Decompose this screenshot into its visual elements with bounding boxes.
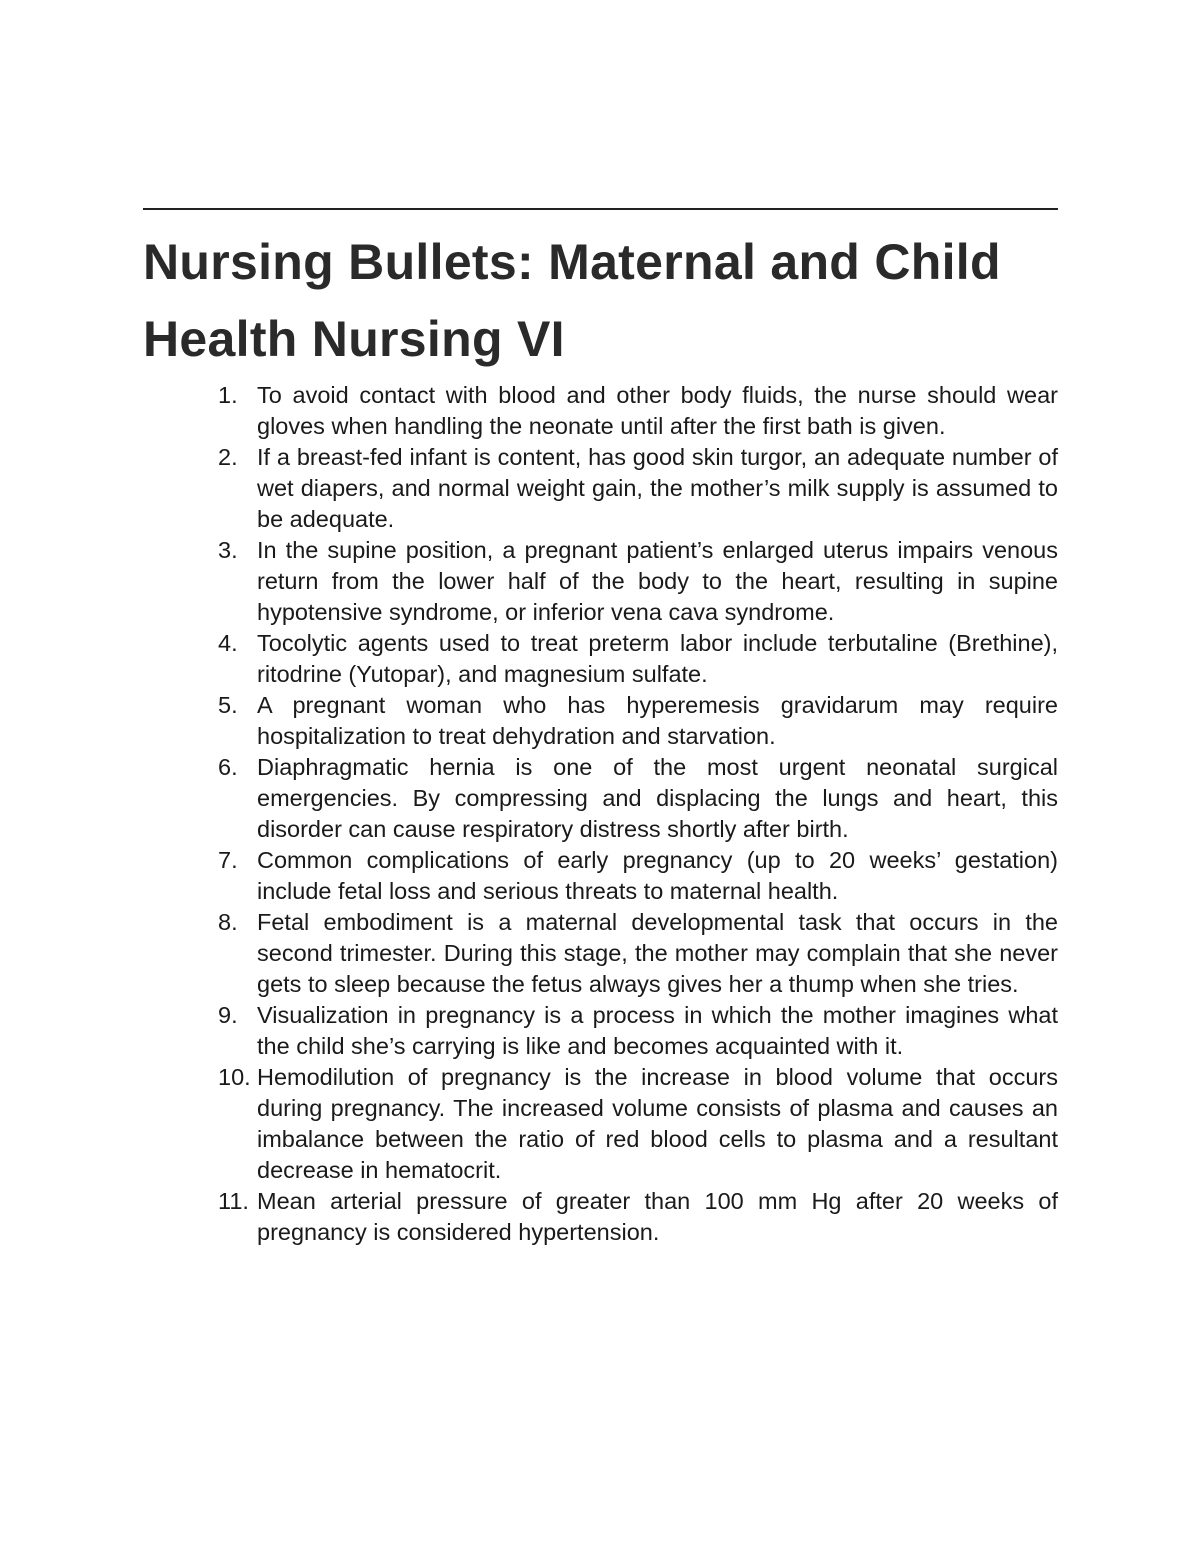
- item-number: 1.: [218, 382, 238, 408]
- item-text: Visualization in pregnancy is a process in which the mother imagines what the child she’s carrying is like and becomes acquainted with it.: [257, 1002, 1058, 1059]
- list-item: [143, 907, 1058, 1000]
- list-item: [143, 442, 1058, 535]
- list-item: [143, 535, 1058, 628]
- list-item: [143, 845, 1058, 907]
- item-number: 6.: [218, 754, 238, 780]
- bullet-list: [143, 380, 1058, 1248]
- item-number: 10.: [218, 1064, 251, 1090]
- item-number: 8.: [218, 909, 238, 935]
- item-number: 11.: [218, 1188, 249, 1214]
- item-text: In the supine position, a pregnant patient’s enlarged uterus impairs venous return from the lower half of the body to the heart, resulting in supine hypotensive syndrome, or inferior vena cava syndrome.: [257, 537, 1058, 625]
- item-text: Hemodilution of pregnancy is the increase in blood volume that occurs during pregnancy. The increased volume consists of plasma and causes an imbalance between the ratio of red blood cells to plasma and a resultant decrease in hematocrit.: [257, 1064, 1058, 1183]
- title-rule: [143, 208, 1058, 210]
- item-number: 2.: [218, 444, 238, 470]
- list-item: [143, 752, 1058, 845]
- item-number: 4.: [218, 630, 238, 656]
- list-item: [143, 628, 1058, 690]
- item-text: Common complications of early pregnancy (up to 20 weeks’ gestation) include fetal loss and serious threats to maternal health.: [257, 847, 1058, 904]
- item-number: 9.: [218, 1002, 238, 1028]
- list-item: [143, 690, 1058, 752]
- list-item: [143, 1062, 1058, 1186]
- item-text: If a breast-fed infant is content, has good skin turgor, an adequate number of wet diapers, and normal weight gain, the mother’s milk supply is assumed to be adequate.: [257, 444, 1058, 532]
- list-item: [143, 380, 1058, 442]
- item-number: 3.: [218, 537, 238, 563]
- list-item: [143, 1186, 1058, 1248]
- item-number: 7.: [218, 847, 238, 873]
- item-text: Tocolytic agents used to treat preterm labor include terbutaline (Brethine), ritodrine (Yutopar), and magnesium sulfate.: [257, 630, 1058, 687]
- page-title: Nursing Bullets: Maternal and Child Health Nursing VI: [143, 234, 1001, 367]
- item-text: Fetal embodiment is a maternal developmental task that occurs in the second trimester. During this stage, the mother may complain that she never gets to sleep because the fetus always gives her a thump when she tries.: [257, 909, 1058, 997]
- list-item: [143, 1000, 1058, 1062]
- item-number: 5.: [218, 692, 238, 718]
- item-text: To avoid contact with blood and other body fluids, the nurse should wear gloves when handling the neonate until after the first bath is given.: [257, 382, 1058, 439]
- item-text: A pregnant woman who has hyperemesis gravidarum may require hospitalization to treat dehydration and starvation.: [257, 692, 1058, 749]
- item-text: Diaphragmatic hernia is one of the most urgent neonatal surgical emergencies. By compressing and displacing the lungs and heart, this disorder can cause respiratory distress shortly after birth.: [257, 754, 1058, 842]
- item-text: Mean arterial pressure of greater than 100 mm Hg after 20 weeks of pregnancy is considered hypertension.: [257, 1188, 1058, 1245]
